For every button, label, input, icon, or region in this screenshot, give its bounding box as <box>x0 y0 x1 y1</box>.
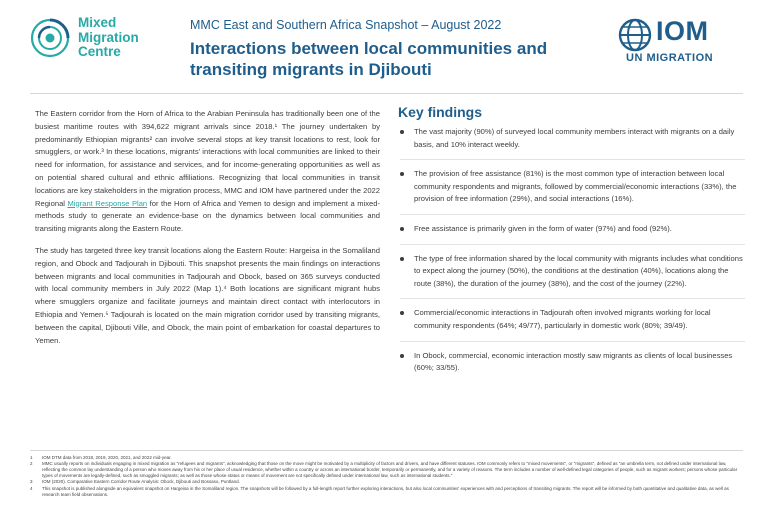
bullet-icon <box>400 311 404 315</box>
mmc-line-1: Mixed <box>78 15 117 30</box>
intro-text <box>35 108 380 356</box>
footnote <box>30 479 743 485</box>
footnote-number: 3 <box>30 479 33 485</box>
bullet-icon <box>400 130 404 134</box>
bullet-icon <box>400 257 404 261</box>
key-finding-item <box>400 253 745 300</box>
mmc-logo <box>30 16 160 62</box>
footnote-number: 1 <box>30 455 33 460</box>
page-title: Interactions between local communities and transiting migrants in Djibouti <box>190 39 548 79</box>
bullet-icon <box>400 227 404 231</box>
key-finding-item <box>400 223 745 245</box>
footnote <box>30 486 743 498</box>
footnote <box>30 455 743 461</box>
iom-logo <box>618 18 748 64</box>
key-findings-heading: Key findings <box>398 104 483 120</box>
iom-wordmark: IOM <box>656 16 709 46</box>
footnotes-divider <box>30 450 743 451</box>
intro-paragraph-1 <box>35 108 380 236</box>
header-meta: MMC East and Southern Africa Snapshot – August 2022 <box>190 18 502 32</box>
key-finding-item <box>400 350 745 383</box>
footnotes <box>30 455 743 498</box>
key-finding-item <box>400 126 745 160</box>
key-finding-item <box>400 307 745 341</box>
footnote-text: IOM (2020). Comparative Eastern Corridor Route Analysis: Obock, Djibouti and Bossaso, Puntland. <box>42 479 240 485</box>
un-emblem-icon <box>618 18 652 52</box>
key-finding-text: Free assistance is primarily given in the form of water (97%) and food (92%). <box>414 223 672 233</box>
footnote-number: 4 <box>30 485 33 491</box>
footnote-number: 2 <box>30 461 33 467</box>
bullet-icon <box>400 354 404 358</box>
intro-paragraph-2: The study has targeted three key transit locations along the Eastern Route: Hargeisa in the Somaliland region, and Obock and Tadjourah in Djibouti. This snapshot presents the main findings on interactions between migrants and local communities in Tadjourah and Obock, based on 365 surveys conducted with local community members in July 2022 (Map 1).⁴ Both locations are significant migrant hubs where smugglers organize and facilitate journeys and maintain direct contact with interlocutors in Ethiopia and Yemen.⁵ Tadjourah is located on the main migration corridor used by transiting migrants, between the capital, Djibouti Ville, and Obock, the main point of embarkation for coastal departures to Yemen. <box>35 245 380 345</box>
key-finding-text: In Obock, commercial, economic interaction mostly saw migrants as clients of local businesses (60%; 33/55). <box>414 350 733 373</box>
footnote-text: IOM DTM data from 2018, 2019, 2020, 2021, and 2022 mid-year. <box>42 455 172 460</box>
bullet-icon <box>400 172 404 176</box>
iom-tagline: UN MIGRATION <box>626 52 714 64</box>
footnote-text: This snapshot is published alongside an equivalent snapshot on Hargeisa in the Somaliland region. The snapshots will be followed by a full-length report further exploring interactions, but also local communities' experiences with and perceptions of transiting migrants. The report will be informed by both quantitative and qualitative data, as well as research team field observations. <box>42 485 729 497</box>
key-finding-text: The type of free information shared by the local community with migrants includes what conditions to expect along the journey (50%), the conditions at the destination (40%), locations along the route (38%), the duration of the journey (38%), and the cost of the journey (22%). <box>414 253 743 288</box>
key-findings-list <box>400 126 745 391</box>
mmc-line-3: Centre <box>78 44 121 59</box>
key-finding-text: Commercial/economic interactions in Tadjourah often involved migrants working for local community respondents (64%; 49/77), particularly in domestic work (80%; 39/49). <box>414 308 711 330</box>
footnote <box>30 461 743 478</box>
footnote-text: MMC usually reports on individuals engaging in mixed migration as "refugees and migrants", acknowledging that those on the move might be motivated by a multiplicity of factors and drivers, and have different statuses. IOM commonly refers to "mixed movements", or "migrants", defined as "an umbrella term, not defined under international law, reflecting the common lay understanding of a person who moves away from his or her place of usual residence, whether within a country or across an international border, temporarily or permanently, and for a variety of reasons. The term includes a number of well-defined legal categories of people, such as migrant workers; persons whose particular types of movements are legally-defined, such as smuggled migrants; as well as those whose status or means of movement are not specifically defined under international law, such as international students." <box>42 461 738 478</box>
mmc-line-2: Migration <box>78 29 139 45</box>
migrant-response-plan-link[interactable]: Migrant Response Plan <box>67 198 148 208</box>
key-finding-item <box>400 168 745 215</box>
intro-p1-start: The Eastern corridor from the Horn of Africa to the Arabian Peninsula has traditionally been one of the busiest maritime routes with 394,622 migrant arrivals since 2018.¹ The journey undertaken by predominantly Ethiopian migrants² can involve several stops at key transit locations to rest, look for smugglers, or work.³ In these locations, migrants' interactions with local communities are linked to their need for information, for assistance and services, and for income-generating opportunities as well as on potential shared cultural and ethnic affiliations. Recognizing that local communities in transit locations are key stakeholders in the migration process, MMC and IOM have partnered under the 2022 Regional <box>35 109 380 208</box>
header-divider <box>30 93 743 94</box>
mmc-wordmark <box>78 16 139 60</box>
mmc-logo-icon <box>30 18 70 58</box>
key-finding-text: The provision of free assistance (81%) is the most common type of interaction between local community respondents and migrants, followed by commercial/economic interactions (33%), the provision of free information (29%), and social interactions (16%). <box>414 169 737 204</box>
intro-p1-end: for the Horn of Africa and Yemen to design and implement a mixed-methods study to generate an evidence-base on the dynamics between local communities and transiting migrants along the Eastern Route. <box>35 198 380 234</box>
key-finding-text: The vast majority (90%) of surveyed local community members interact with migrants on a daily basis, and 10% interact weekly. <box>414 127 735 149</box>
